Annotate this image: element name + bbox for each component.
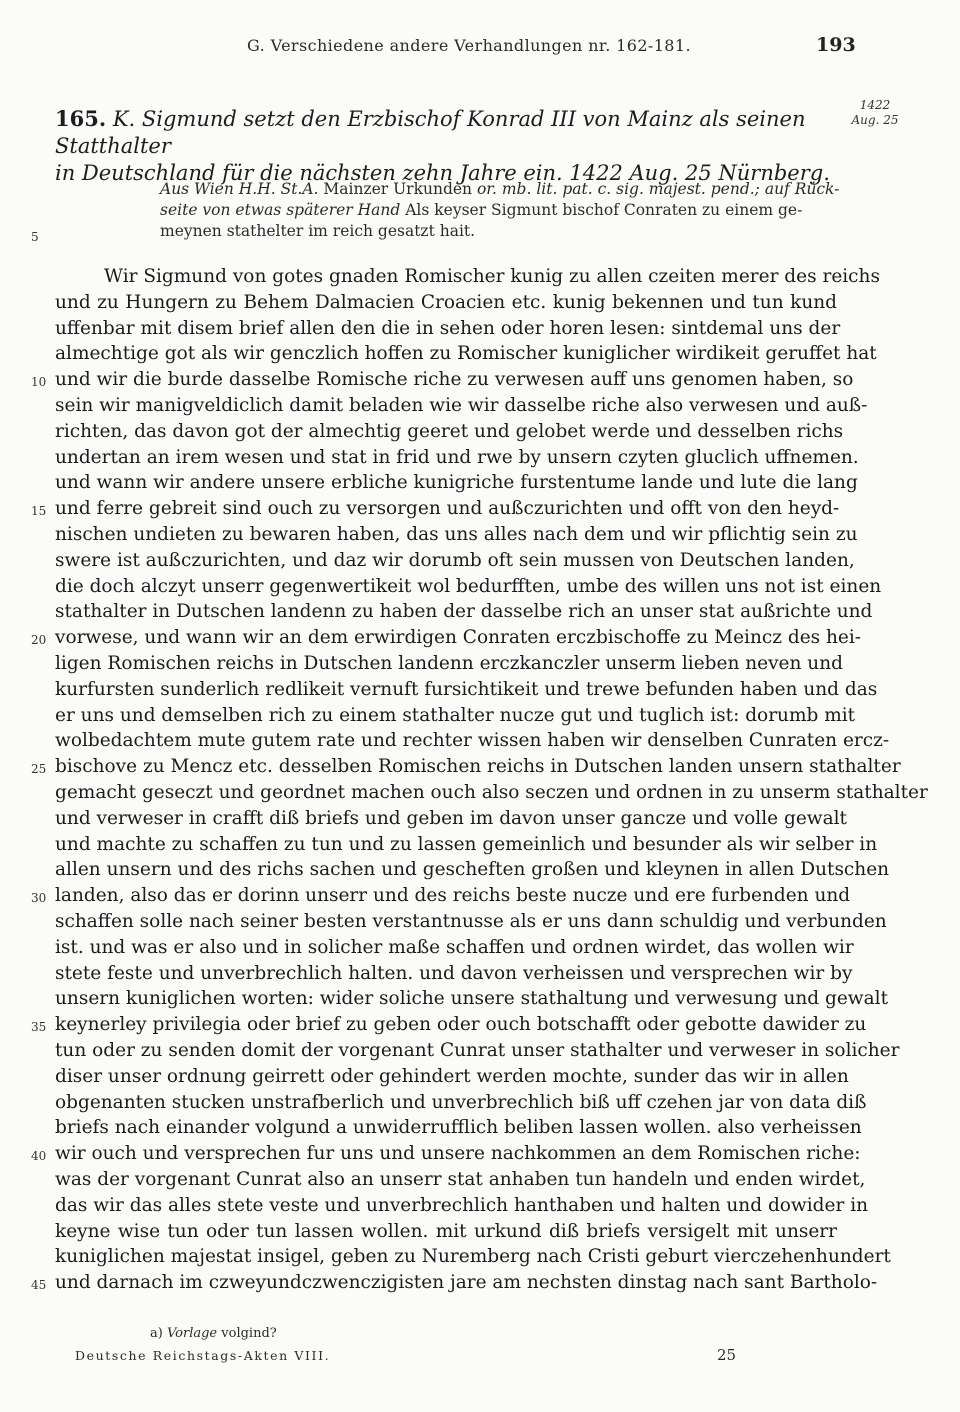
text-line: und ferre gebreit sind ouch zu versorgen und außczurichten und offt von den heyd-: [55, 498, 840, 520]
running-title: G. Verschiedene andere Verhandlungen nr. 162-181.: [247, 36, 691, 55]
line-number: 40: [31, 1149, 47, 1164]
line-number: 30: [31, 891, 47, 906]
page-number: 193: [816, 34, 856, 56]
text-line: stathalter in Dutschen landenn zu haben der dasselbe rich an unser stat außrichte und: [55, 601, 873, 623]
text-line: kuniglichen majestat insigel, geben zu Nuremberg nach Cristi geburt vierczehenhundert: [55, 1246, 891, 1268]
text-line: das wir das alles stete veste und unverbrechlich hanthaben und halten und dowider in: [55, 1194, 869, 1216]
line-number: 25: [31, 762, 47, 777]
line-number: 10: [31, 375, 47, 390]
source-plain-2: Als keyser Sigmunt bischof Conraten zu einem ge-: [400, 201, 803, 219]
text-line: kurfursten sunderlich redlikeit vernuft fursichtikeit und trewe befunden haben und das: [55, 678, 878, 700]
line-number: 5: [31, 230, 39, 244]
source-italic-3: seite von etwas späterer Hand: [160, 201, 401, 219]
footnote-text: volgind?: [217, 1326, 277, 1341]
text-line: und zu Hungern zu Behem Dalmacien Croacien etc. kunig bekennen und tun kund: [55, 291, 837, 313]
text-line: wir ouch und versprechen fur uns und unsere nachkommen an dem Romischen riche:: [55, 1143, 861, 1165]
heading-line-1: K. Sigmund setzt den Erzbischof Konrad III von Mainz als seinen Statthalter: [55, 107, 806, 158]
text-line: bischove zu Mencz etc. desselben Romischen reichs in Dutschen landen unsern stathalter: [55, 756, 901, 778]
text-line: Wir Sigmund von gotes gnaden Romischer kunig zu allen czeiten merer des reichs: [104, 266, 880, 287]
text-line: ist. und was er also und in solicher maße schaffen und ordnen wirdet, das wollen wir: [55, 936, 854, 958]
margin-date: [840, 98, 910, 128]
text-line: undertan an irem wesen und stat in frid und rwe by unsern czyten gluclich uffnemen.: [55, 446, 859, 468]
text-line: keyne wise tun oder tun lassen wollen. mit urkund diß briefs versigelt mit unserr: [55, 1220, 837, 1242]
text-line: keynerley privilegia oder brief zu geben oder ouch botschafft oder gebotte dawider zu: [55, 1014, 867, 1036]
line-number: 20: [31, 633, 47, 648]
source-italic-1: Aus Wien H.H. St.A.: [160, 180, 319, 198]
margin-date-year: 1422: [859, 98, 891, 112]
margin-date-day: Aug. 25: [851, 113, 899, 127]
text-line: briefs nach einander volgund a unwiderrufflich beliben lassen wollen. also verheissen: [55, 1117, 862, 1139]
footnote-italic: Vorlage: [166, 1326, 218, 1341]
text-line: sein wir manigveldiclich damit beladen wie wir dasselbe riche also verwesen und auß-: [55, 395, 868, 416]
text-line: die doch alczyt unserr gegenwertikeit wol bedurfften, umbe des willen uns not ist einen: [55, 575, 882, 597]
text-line: almechtige got als wir genczlich hoffen zu Romischer kuniglicher wirdikeit geruffet hat: [55, 343, 877, 365]
text-line: unsern kuniglichen worten: wider soliche unsere stathaltung und verwesung und gewalt: [55, 988, 888, 1010]
text-line: allen unsern und des richs sachen und gescheften großen und kleynen in allen Dutschen: [55, 859, 890, 881]
text-line: landen, also das er dorinn unserr und des reichs beste nucze und ere furbenden und: [55, 885, 851, 907]
text-line: und wann wir andere unsere erbliche kunigriche furstentume lande und lute die lang: [55, 472, 858, 494]
text-line: gemacht geseczt und geordnet machen ouch also seczen und ordnen in zu unserm stathalter: [55, 782, 928, 803]
line-number: 15: [31, 504, 47, 519]
source-plain-3: meynen stathelter im reich gesatzt hait.: [160, 222, 476, 240]
text-line: er uns und demselben rich zu einem stathalter nucze gut und tuglich ist: dorumb mit: [55, 704, 856, 726]
line-number: 45: [31, 1278, 47, 1293]
text-line: schaffen solle nach seiner besten verstantnusse als er uns dann schuldig und verbunden: [55, 911, 887, 932]
source-note: [160, 179, 840, 242]
text-line: und wir die burde dasselbe Romische riche zu verwesen auff uns genomen haben, so: [55, 369, 854, 391]
document-number: 165.: [55, 106, 107, 131]
text-line: tun oder zu senden domit der vorgenant Cunrat unser stathalter und verweser in solicher: [55, 1040, 900, 1061]
text-line: ligen Romischen reichs in Dutschen landenn erczkanczler unserm lieben neven und: [55, 653, 843, 674]
text-line: und verweser in crafft diß briefs und geben im davon unser gancze und volle gewalt: [55, 807, 847, 829]
footnote-marker: a): [150, 1326, 163, 1341]
text-line: richten, das davon got der almechtig geeret und gelobet werde und desselben richs: [55, 420, 844, 442]
text-line: stete feste und unverbrechlich halten. und davon verheissen und versprechen wir by: [55, 962, 853, 984]
source-italic-2: or. mb. lit. pat. c. sig. majest. pend.; auf Rück-: [476, 180, 840, 198]
footer-signature: 25: [717, 1346, 737, 1364]
text-line: was der vorgenant Cunrat also an unserr stat anhaben tun handeln und enden wirdet,: [55, 1169, 866, 1190]
document-heading: [55, 105, 835, 187]
text-line: diser unser ordnung geirrett oder gehindert werden mochte, sunder das wir in allen: [55, 1065, 849, 1087]
line-number: 35: [31, 1020, 47, 1035]
footnote: [150, 1326, 277, 1341]
text-line: obgenanten stucken unstrafberlich und unverbrechlich biß uff czehen jar von data diß: [55, 1091, 867, 1113]
text-line: und darnach im czweyundczwenczigisten jare am nechsten dinstag nach sant Bartholo-: [55, 1272, 878, 1294]
text-line: wolbedachtem mute gutem rate und rechter wissen haben wir denselben Cunraten ercz-: [55, 730, 890, 752]
footer-series: Deutsche Reichstags-Akten VIII.: [75, 1348, 331, 1363]
text-line: nischen undieten zu bewaren haben, das uns alles nach dem und wir pflichtig sein zu: [55, 524, 858, 545]
text-line: swere ist außczurichten, und daz wir dorumb oft sein mussen von Deutschen landen,: [55, 549, 855, 571]
text-line: vorwese, und wann wir an dem erwirdigen Conraten erczbischoffe zu Meincz des hei-: [55, 627, 862, 649]
source-plain-1: Mainzer Urkunden: [318, 180, 477, 198]
text-line: und machte zu schaffen zu tun und zu lassen gemeinlich und besunder als wir selber in: [55, 833, 878, 855]
text-line: uffenbar mit disem brief allen den die in sehen oder horen lesen: sintdemal uns der: [55, 317, 841, 339]
heading-line-2: in Deutschland für die nächsten zehn Jahre ein. 1422 Aug. 25 Nürnberg.: [55, 161, 830, 185]
